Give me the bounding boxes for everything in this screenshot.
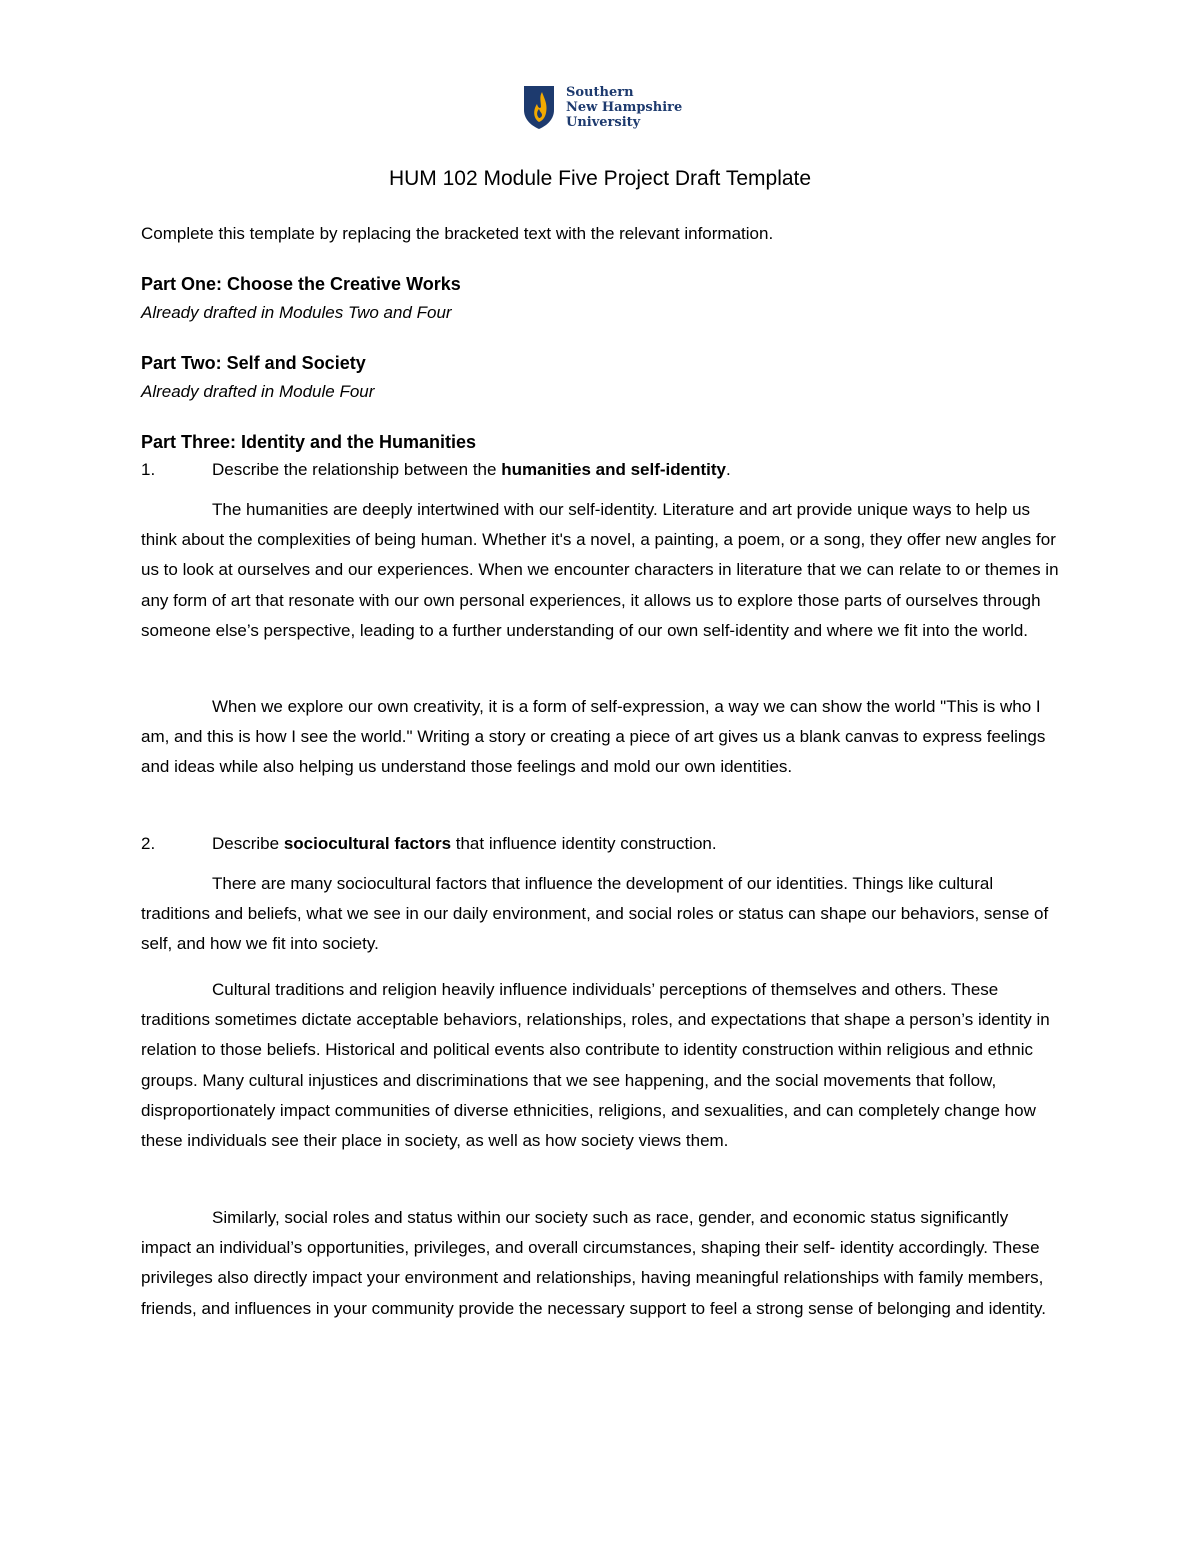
question-1-prefix: Describe the relationship between the — [212, 460, 502, 479]
question-2-number: 2. — [141, 834, 156, 853]
intro-text: Complete this template by replacing the bracketed text with the relevant information. — [141, 224, 774, 243]
shield-flame-icon — [522, 84, 556, 130]
question-2-prefix: Describe — [212, 834, 284, 853]
part-three-heading: Part Three: Identity and the Humanities — [141, 432, 477, 452]
answer-2-paragraph-3: Similarly, social roles and status within our society such as race, gender, and economic status significantly impact an individual’s opportunities, privileges, and overall circumstances, shaping their self- identity accordingly. These privileges also directly impact your environment and relationships, having meaningful relationships with family members, friends, and influences in your community provide the necessary support to feel a strong sense of belonging and identity. — [141, 1208, 1046, 1318]
question-1-keyword: humanities and self-identity — [501, 460, 726, 479]
question-2 — [141, 833, 717, 855]
answer-2-paragraph-2: Cultural traditions and religion heavily influence individuals’ perceptions of themselves and others. These traditions sometimes dictate acceptable behaviors, relationships, roles, and expectations that shape a person’s identity in relation to those beliefs. Historical and political events also contribute to identity construction within religious and ethnic groups. Many cultural injustices and discriminations that we see happening, and the social movements that follow, disproportionately impact communities of diverse ethnicities, religions, and sexualities, and can completely change how these individuals see their place in society, as well as how society views them. — [141, 980, 1050, 1151]
answer-1-paragraph-1: The humanities are deeply intertwined with our self-identity. Literature and art provide unique ways to help us think about the complexities of being human. Whether it's a novel, a painting, a poem, or a song, they offer new angles for us to look at ourselves and our experiences. When we encounter characters in literature that we can relate to or themes in any form of art that resonate with our own personal experiences, it allows us to explore those parts of ourselves through someone else’s perspective, leading to a further understanding of our own self-identity and where we fit into the world. — [141, 500, 1059, 640]
question-1-suffix: . — [726, 460, 731, 479]
snhu-logo — [522, 84, 682, 130]
answer-2-paragraph-1: There are many sociocultural factors that influence the development of our identities. Things like cultural traditions and beliefs, what we see in our daily environment, and social roles or status can shape our behaviors, sense of self, and how we fit into society. — [141, 874, 1049, 954]
part-two-note: Already drafted in Module Four — [141, 382, 375, 401]
logo-line-3: University — [566, 114, 641, 130]
part-one-heading: Part One: Choose the Creative Works — [141, 274, 461, 294]
part-two-heading: Part Two: Self and Society — [141, 353, 366, 373]
question-1 — [141, 459, 731, 481]
document-title: HUM 102 Module Five Project Draft Template — [388, 167, 812, 190]
logo-wordmark — [566, 85, 682, 130]
question-1-number: 1. — [141, 460, 156, 479]
answer-1-paragraph-2: When we explore our own creativity, it is a form of self-expression, a way we can show the world "This is who I am, and this is how I see the world." Writing a story or creating a piece of art gives us a blank canvas to express feelings and ideas while also helping us understand those feelings and mold our own identities. — [141, 697, 1046, 777]
question-2-suffix: that influence identity construction. — [451, 834, 717, 853]
logo-line-1: Southern — [566, 84, 634, 100]
question-2-keyword: sociocultural factors — [283, 834, 452, 853]
part-one-note: Already drafted in Modules Two and Four — [141, 303, 452, 322]
logo-line-2: New Hampshire — [566, 99, 683, 115]
